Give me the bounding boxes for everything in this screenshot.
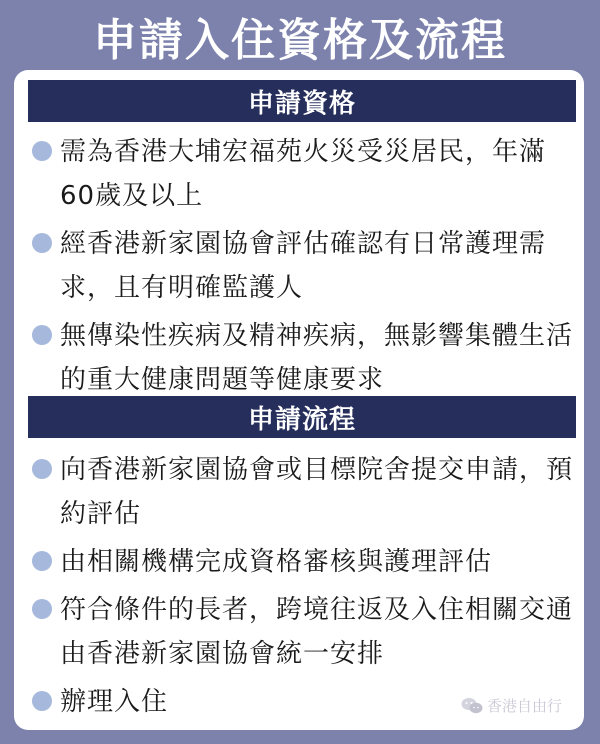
item-text: 由相關機構完成資格審核與護理評估 [60, 547, 493, 577]
bullet-dot-icon [32, 599, 52, 619]
list-item [30, 314, 575, 402]
info-card [14, 70, 584, 730]
eligibility-header: 申請資格 [28, 80, 576, 122]
bullet-dot-icon [32, 233, 52, 253]
watermark [461, 695, 562, 716]
wechat-icon [461, 697, 483, 715]
item-text: 向香港新家園協會或目標院舍提交申請，預約評估 [60, 455, 574, 529]
item-text: 需為香港大埔宏福苑火災受災居民，年滿60歲及以上 [60, 137, 547, 211]
item-text: 辦理入住 [60, 687, 169, 717]
list-item [30, 540, 575, 584]
item-text: 經香港新家園協會評估確認有日常護理需求，且有明確監護人 [60, 229, 547, 303]
watermark-text: 香港自由行 [486, 697, 562, 715]
bullet-dot-icon [32, 141, 52, 161]
bullet-dot-icon [32, 551, 52, 571]
bullet-dot-icon [32, 691, 52, 711]
item-text: 無傳染性疾病及精神疾病，無影響集體生活的重大健康問題等健康要求 [60, 321, 574, 395]
bullet-dot-icon [32, 459, 52, 479]
bullet-dot-icon [32, 325, 52, 345]
list-item [30, 130, 575, 218]
process-list [30, 448, 575, 728]
eligibility-list [30, 130, 575, 406]
process-header: 申請流程 [28, 396, 576, 438]
list-item [30, 222, 575, 310]
list-item [30, 588, 575, 676]
item-text: 符合條件的長者，跨境往返及入住相關交通由香港新家園協會統一安排 [60, 595, 574, 669]
list-item [30, 448, 575, 536]
page-title: 申請入住資格及流程 [93, 15, 507, 66]
